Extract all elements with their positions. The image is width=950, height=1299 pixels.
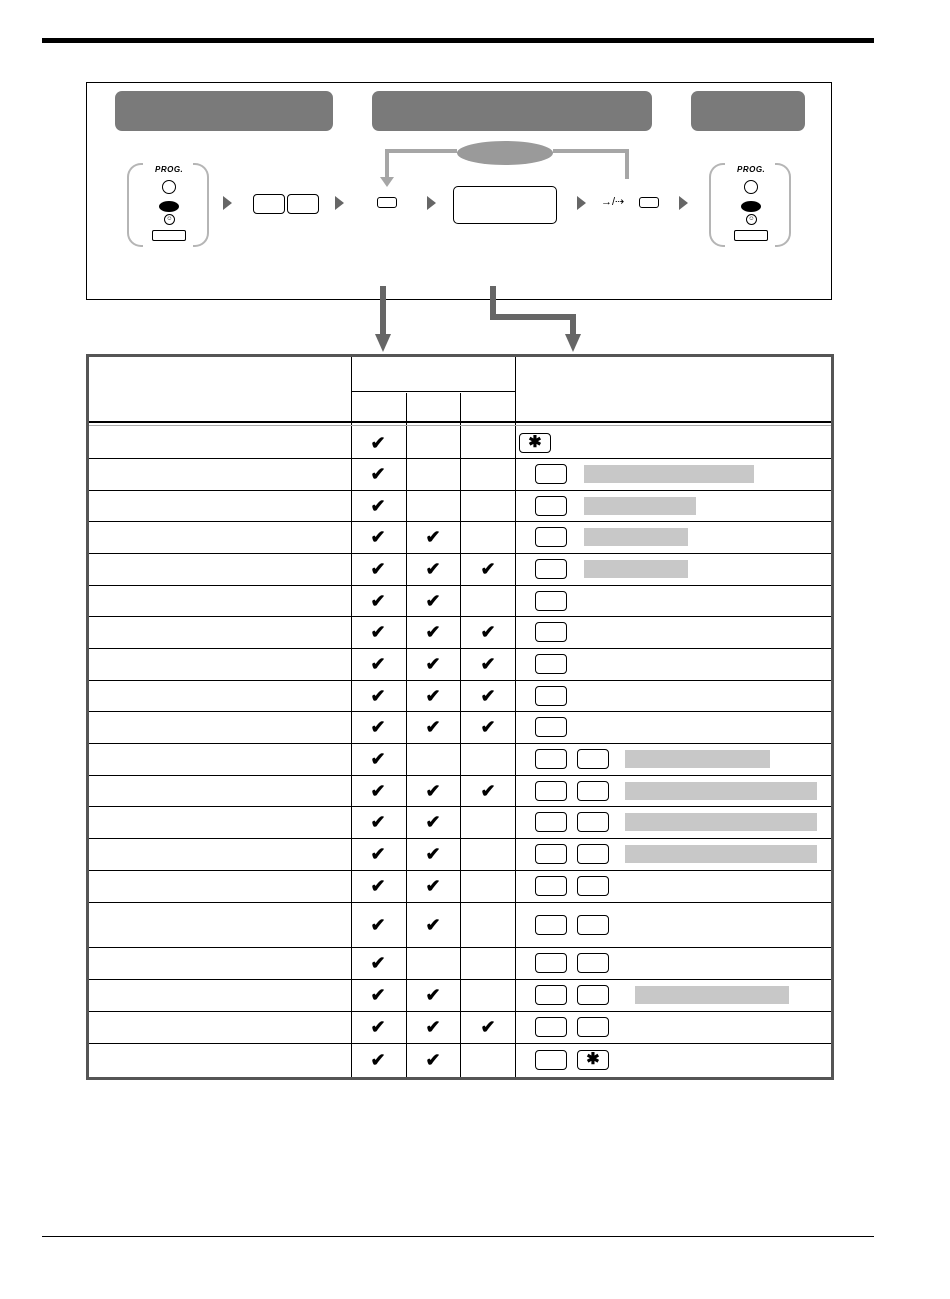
led-on-icon — [741, 201, 761, 212]
check-icon: ✔ — [370, 914, 386, 935]
row-divider — [89, 775, 831, 776]
bracket-right-open — [709, 163, 725, 247]
dial-key[interactable] — [577, 781, 609, 801]
dial-key[interactable] — [535, 985, 567, 1005]
dial-key[interactable] — [577, 1017, 609, 1037]
row-divider — [89, 648, 831, 649]
dial-key[interactable] — [535, 1050, 567, 1070]
check-icon: ✔ — [480, 559, 496, 579]
dial-key[interactable] — [535, 876, 567, 896]
value-field[interactable] — [584, 528, 688, 546]
check-icon: ✔ — [370, 590, 386, 611]
dial-key[interactable] — [535, 749, 567, 769]
settings-table — [86, 354, 834, 1080]
check-icon: ✔ — [480, 717, 496, 737]
dial-key[interactable] — [577, 915, 609, 935]
dial-key[interactable] — [535, 527, 567, 547]
row-divider — [89, 979, 831, 980]
dial-key-1[interactable] — [253, 194, 285, 214]
check-icon: ✔ — [370, 622, 386, 642]
check-icon: ✔ — [425, 780, 441, 801]
row-divider — [89, 743, 831, 744]
row-divider — [89, 902, 831, 903]
bracket-left-open — [127, 163, 143, 247]
row-divider — [89, 585, 831, 586]
check-icon: ✔ — [425, 985, 441, 1005]
check-icon: ✔ — [425, 654, 441, 674]
down-arrow-icon — [565, 334, 581, 352]
value-field[interactable] — [625, 813, 817, 831]
star-icon: ✱ — [586, 1051, 600, 1068]
row-divider — [89, 947, 831, 948]
check-icon: ✔ — [425, 527, 441, 547]
check-icon: ✔ — [370, 464, 386, 484]
check-icon: ✔ — [425, 1017, 441, 1037]
check-icon: ✔ — [370, 844, 386, 864]
check-icon: ✔ — [370, 1050, 386, 1070]
dial-key[interactable] — [535, 844, 567, 864]
check-icon: ✔ — [370, 780, 386, 801]
header-divider — [351, 391, 515, 392]
check-icon: ✔ — [425, 876, 441, 896]
check-icon: ✔ — [425, 914, 441, 935]
led-off-icon — [744, 180, 758, 194]
star-key[interactable] — [519, 433, 551, 453]
dial-key[interactable] — [535, 812, 567, 832]
check-icon: ✔ — [480, 685, 496, 706]
prog-label: PROG. — [155, 165, 184, 174]
dial-key[interactable] — [577, 985, 609, 1005]
loop-line-left — [385, 149, 457, 153]
check-icon: ✔ — [425, 844, 441, 864]
small-key[interactable] — [377, 197, 397, 208]
check-icon: ✔ — [425, 685, 441, 706]
input-display-box[interactable] — [453, 186, 557, 224]
stage-pill-programming — [372, 91, 652, 131]
connector-line — [490, 314, 576, 320]
dial-key[interactable] — [577, 953, 609, 973]
headset-icon: ☺ — [164, 214, 175, 225]
loop-line-right-down — [625, 149, 629, 179]
dial-key[interactable] — [535, 686, 567, 706]
row-divider — [89, 458, 831, 459]
dial-key[interactable] — [535, 1017, 567, 1037]
flow-arrow-icon — [577, 196, 586, 210]
check-icon: ✔ — [370, 717, 386, 737]
dial-key[interactable] — [535, 717, 567, 737]
check-icon: ✔ — [370, 1017, 386, 1037]
headset-icon: ☺ — [746, 214, 757, 225]
dial-key[interactable] — [535, 781, 567, 801]
value-field[interactable] — [625, 782, 817, 800]
row-divider — [89, 490, 831, 491]
dial-key[interactable] — [535, 622, 567, 642]
check-icon: ✔ — [370, 527, 386, 547]
row-divider — [89, 680, 831, 681]
check-icon: ✔ — [370, 812, 386, 832]
check-icon: ✔ — [425, 1050, 441, 1070]
dial-key[interactable] — [577, 812, 609, 832]
check-icon: ✔ — [425, 717, 441, 737]
check-icon: ✔ — [370, 654, 386, 674]
row-divider — [89, 711, 831, 712]
prog-label: PROG. — [737, 165, 766, 174]
header-bottom-rule-inner — [89, 425, 831, 426]
check-icon: ✔ — [370, 953, 386, 973]
value-field[interactable] — [625, 750, 770, 768]
bottom-rule — [42, 1236, 874, 1237]
dial-key[interactable] — [535, 464, 567, 484]
check-icon: ✔ — [425, 559, 441, 579]
flow-arrow-icon — [427, 196, 436, 210]
check-icon: ✔ — [370, 685, 386, 706]
connector-line — [380, 286, 386, 336]
value-field[interactable] — [584, 560, 688, 578]
col-divider — [351, 357, 352, 1077]
header-bottom-rule — [89, 421, 831, 423]
check-icon: ✔ — [425, 812, 441, 832]
loop-line-right — [553, 149, 629, 153]
col-divider — [515, 357, 516, 1077]
row-divider — [89, 521, 831, 522]
row-divider — [89, 1043, 831, 1044]
value-field[interactable] — [625, 845, 817, 863]
check-icon: ✔ — [370, 495, 386, 516]
check-icon: ✔ — [370, 985, 386, 1005]
led-off-icon — [162, 180, 176, 194]
loop-arrow-icon — [380, 177, 394, 187]
flow-arrow-icon — [335, 196, 344, 210]
check-icon: ✔ — [370, 559, 386, 579]
dial-key-2[interactable] — [287, 194, 319, 214]
store-key[interactable] — [639, 197, 659, 208]
dial-key[interactable] — [535, 915, 567, 935]
dial-key[interactable] — [535, 953, 567, 973]
loop-line-left-down — [385, 149, 389, 179]
flow-arrow-icon — [679, 196, 688, 210]
bracket-left-close — [193, 163, 209, 247]
dial-key[interactable] — [577, 876, 609, 896]
dial-key[interactable] — [577, 749, 609, 769]
down-arrow-icon — [375, 334, 391, 352]
check-icon: ✔ — [480, 654, 496, 674]
dial-key[interactable] — [535, 654, 567, 674]
row-divider — [89, 806, 831, 807]
col-divider — [406, 393, 407, 1077]
prog-bar-key[interactable] — [152, 230, 186, 241]
check-icon: ✔ — [480, 780, 496, 801]
check-icon: ✔ — [425, 590, 441, 611]
col-divider — [460, 393, 461, 1077]
procedure-flow-box — [86, 82, 832, 300]
dial-key[interactable] — [535, 496, 567, 516]
loop-oval — [457, 141, 553, 165]
connector-line — [570, 314, 576, 336]
row-divider — [89, 553, 831, 554]
dial-key[interactable] — [535, 591, 567, 611]
top-rule — [42, 38, 874, 43]
forward-symbol: →/⇢ — [601, 196, 625, 208]
led-on-icon — [159, 201, 179, 212]
dial-key[interactable] — [577, 844, 609, 864]
check-icon: ✔ — [425, 622, 441, 642]
row-divider — [89, 616, 831, 617]
check-icon: ✔ — [480, 622, 496, 642]
row-divider — [89, 870, 831, 871]
star-icon: ✱ — [528, 433, 542, 451]
star-key[interactable] — [577, 1050, 609, 1070]
value-field[interactable] — [584, 497, 696, 515]
prog-bar-key[interactable] — [734, 230, 768, 241]
stage-pill-end — [691, 91, 805, 131]
check-icon: ✔ — [370, 749, 386, 769]
row-divider — [89, 838, 831, 839]
value-field[interactable] — [584, 465, 754, 483]
value-field[interactable] — [635, 986, 789, 1004]
stage-pill-start — [115, 91, 333, 131]
check-icon: ✔ — [370, 432, 386, 453]
check-icon: ✔ — [370, 876, 386, 896]
dial-key[interactable] — [535, 559, 567, 579]
bracket-right-close — [775, 163, 791, 247]
check-icon: ✔ — [480, 1017, 496, 1037]
row-divider — [89, 1011, 831, 1012]
flow-arrow-icon — [223, 196, 232, 210]
